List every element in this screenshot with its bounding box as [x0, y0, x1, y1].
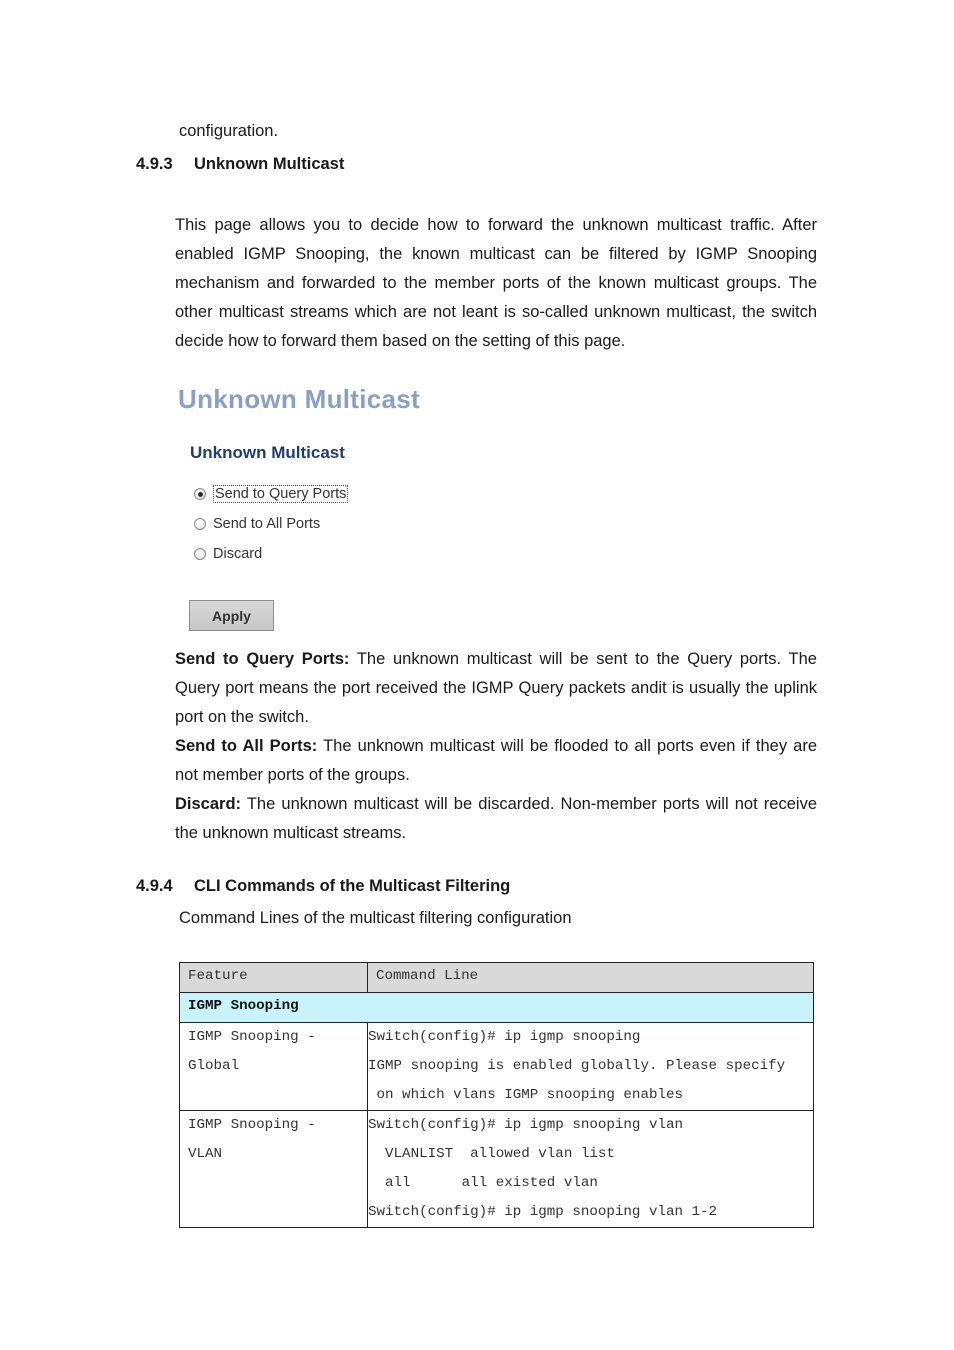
- definition-discard: [175, 790, 817, 848]
- radio-button-checked[interactable]: [194, 488, 206, 500]
- cli-intro: Command Lines of the multicast filtering configuration: [179, 909, 572, 927]
- table-header-row: [180, 963, 814, 993]
- command-cell: [368, 1023, 814, 1111]
- feature-cell: [180, 1111, 368, 1228]
- section-heading-4-9-4: [136, 877, 510, 896]
- feature-line: IGMP Snooping -: [188, 1029, 316, 1045]
- table-row: [180, 1111, 814, 1228]
- radio-send-to-query-ports[interactable]: [194, 483, 348, 505]
- radio-label: Discard: [213, 546, 263, 562]
- table-row: [180, 1023, 814, 1111]
- section-number: 4.9.4: [136, 877, 173, 895]
- lead-text: configuration.: [179, 122, 279, 140]
- header-command-line: Command Line: [368, 963, 814, 993]
- section-title: CLI Commands of the Multicast Filtering: [194, 877, 511, 895]
- command-line: Switch(config)# ip igmp snooping vlan 1-2: [368, 1204, 718, 1220]
- section-number: 4.9.3: [136, 155, 173, 173]
- definition-term: Discard:: [175, 795, 242, 813]
- radio-button[interactable]: [194, 548, 206, 560]
- definition-text: The unknown multicast will be flooded to all ports even if they are not member ports of the groups.: [175, 737, 817, 784]
- command-line: on which vlans IGMP snooping enables: [368, 1087, 684, 1103]
- intro-paragraph-text: This page allows you to decide how to forward the unknown multicast traffic. After enabled IGMP Snooping, the known multicast can be filtered by IGMP Snooping mechanism and forwarded to the member ports of the known multicast groups. The other multicast streams which are not leant is so-called unknown multicast, the switch decide how to forward them based on the setting of this page.: [175, 216, 817, 350]
- command-cell: [368, 1111, 814, 1228]
- command-line: Switch(config)# ip igmp snooping vlan: [368, 1117, 684, 1133]
- section-heading-4-9-3: [136, 155, 344, 174]
- definitions: [175, 645, 817, 848]
- section-igmp-snooping: IGMP Snooping: [180, 993, 814, 1023]
- ui-page-title: Unknown Multicast: [178, 384, 420, 414]
- intro-paragraph: [175, 211, 817, 356]
- radio-button[interactable]: [194, 518, 206, 530]
- command-line: Switch(config)# ip igmp snooping: [368, 1029, 641, 1045]
- apply-button[interactable]: Apply: [189, 600, 274, 631]
- radio-send-to-all-ports[interactable]: [194, 513, 320, 535]
- command-line: IGMP snooping is enabled globally. Please specify: [368, 1058, 786, 1074]
- header-feature: Feature: [180, 963, 368, 993]
- definition-query-ports: [175, 645, 817, 732]
- feature-cell: [180, 1023, 368, 1111]
- command-line: all all existed vlan: [368, 1175, 598, 1191]
- definition-text: The unknown multicast will be sent to the Query ports. The Query port means the port received the IGMP Query packets andit is usually the uplink port on the switch.: [175, 650, 817, 726]
- section-title: Unknown Multicast: [194, 155, 345, 173]
- definition-all-ports: [175, 732, 817, 790]
- table-section-row: [180, 993, 814, 1023]
- definition-term: Send to Query Ports:: [175, 650, 350, 668]
- feature-line: VLAN: [188, 1146, 223, 1162]
- radio-label: Send to All Ports: [213, 516, 321, 532]
- cli-command-table: [179, 962, 814, 1228]
- ui-section-title: Unknown Multicast: [190, 443, 345, 462]
- command-line: VLANLIST allowed vlan list: [368, 1146, 615, 1162]
- radio-discard[interactable]: [194, 543, 262, 565]
- radio-label: Send to Query Ports: [215, 486, 347, 502]
- feature-line: Global: [188, 1058, 240, 1074]
- definition-text: The unknown multicast will be discarded. Non-member ports will not receive the unknown multicast streams.: [175, 795, 817, 842]
- feature-line: IGMP Snooping -: [188, 1117, 316, 1133]
- definition-term: Send to All Ports:: [175, 737, 318, 755]
